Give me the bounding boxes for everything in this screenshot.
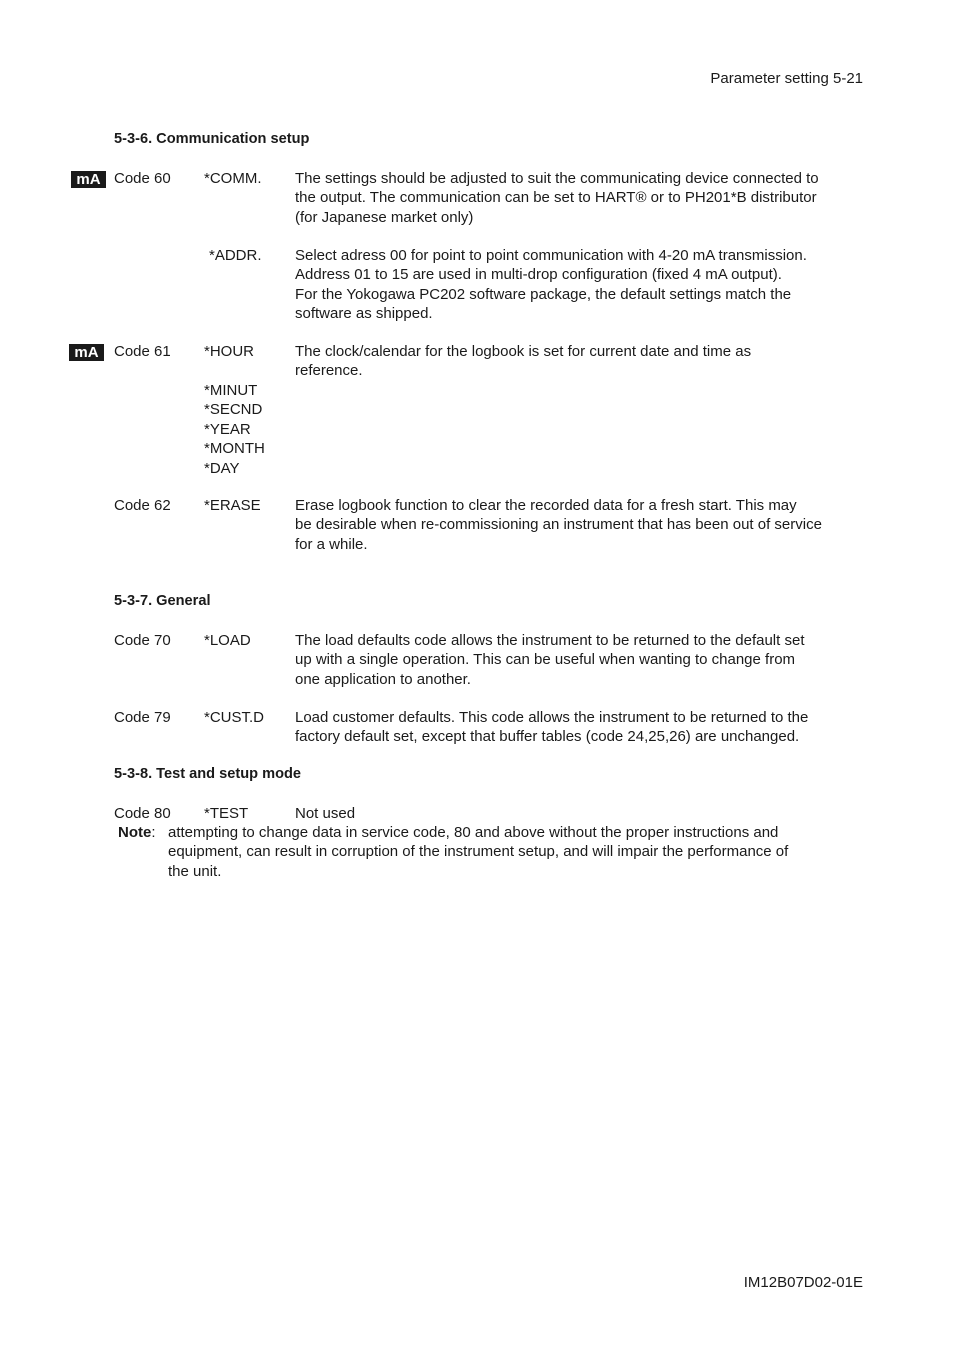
code-description: Load customer defaults. This code allows the instrument to be returned to the factory default set, except that buffer tables (code 24,25,26) are unchanged. xyxy=(295,709,809,746)
param-name: *CUST.D xyxy=(204,709,265,726)
param-name: *LOAD xyxy=(204,632,251,649)
param-name: *ERASE xyxy=(204,497,261,514)
page-header: Parameter setting 5-21 xyxy=(710,70,863,87)
code-description: Erase logbook function to clear the recorded data for a fresh start. This may be desirable when re-commissioning an instrument that has been out of service for a while. xyxy=(295,497,822,553)
param-name: *COMM. xyxy=(204,170,262,187)
code-label: Code 70 xyxy=(114,632,171,649)
code-description: Not used xyxy=(295,805,356,822)
param-name: *HOUR xyxy=(204,343,255,360)
param-name: *TEST xyxy=(204,805,249,822)
code-label: Code 61 xyxy=(114,343,171,360)
code-label: Code 80 xyxy=(114,805,171,822)
note-text: attempting to change data in service code, 80 and above without the proper instructions and equipment, can result in corruption of the instrument setup, and will impair the performance of the unit. xyxy=(168,824,789,880)
section-heading-test: 5-3-8. Test and setup mode xyxy=(114,766,302,782)
code-description: Select adress 00 for point to point communication with 4-20 mA transmission. Address 01 to 15 are used in multi-drop configuration (fixed 4 mA output). For the Yokogawa PC202 software package, the default settings match the software as shipped. xyxy=(295,247,807,323)
code-label: Code 79 xyxy=(114,709,171,726)
ma-badge: mA xyxy=(71,171,106,188)
code-label: Code 62 xyxy=(114,497,171,514)
param-list: *MINUT *SECND *YEAR *MONTH *DAY xyxy=(204,382,265,477)
code-description: The load defaults code allows the instrument to be returned to the default set up with a single operation. This can be useful when wanting to change from one application to another. xyxy=(295,632,805,688)
section-heading-general: 5-3-7. General xyxy=(114,593,211,609)
note-label: Note: xyxy=(118,824,156,841)
ma-badge: mA xyxy=(69,344,104,361)
code-description: The settings should be adjusted to suit the communicating device connected to the output. The communication can be set to HART® or to PH201*B distributor (for Japanese market only) xyxy=(295,170,819,226)
document-id: IM12B07D02-01E xyxy=(743,1274,863,1291)
code-description: The clock/calendar for the logbook is set for current date and time as reference. xyxy=(295,343,752,380)
section-heading-communication: 5-3-6. Communication setup xyxy=(114,131,310,147)
param-name: *ADDR. xyxy=(209,247,262,264)
code-label: Code 60 xyxy=(114,170,171,187)
